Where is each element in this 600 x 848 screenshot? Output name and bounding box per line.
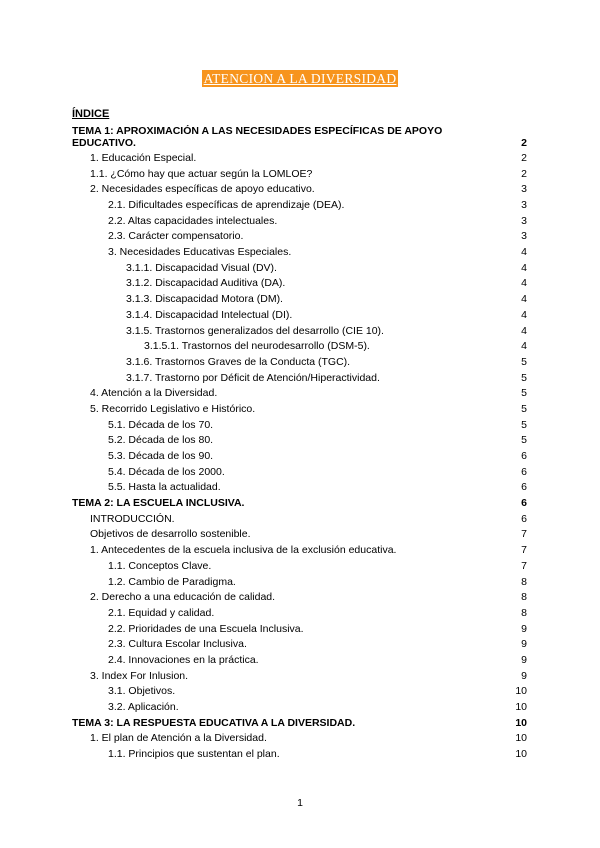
toc-entry-label: 2.3. Carácter compensatorio.: [108, 230, 244, 243]
toc-entry-page: 10: [515, 685, 527, 698]
toc-entry-page: 6: [521, 450, 527, 463]
toc-entry-label: 3.1.6. Trastornos Graves de la Conducta (TGC).: [126, 355, 351, 368]
toc-entry[interactable]: [72, 214, 527, 230]
toc-entry[interactable]: [72, 559, 527, 575]
toc-entry[interactable]: [72, 371, 527, 387]
toc-entry-page: 3: [521, 183, 527, 196]
toc-entry[interactable]: [72, 245, 527, 261]
toc-entry-label: 1. El plan de Atención a la Diversidad.: [90, 732, 267, 745]
toc-entry-label: 3.2. Aplicación.: [108, 701, 179, 714]
toc-entry[interactable]: [72, 449, 527, 465]
toc-entry[interactable]: [72, 622, 527, 638]
toc-entry[interactable]: [72, 308, 527, 324]
toc-entry-label: 3.1.2. Discapacidad Auditiva (DA).: [126, 277, 286, 290]
toc-entry[interactable]: [72, 512, 527, 528]
toc-entry-page: 9: [521, 653, 527, 666]
toc-entry-label: Objetivos de desarrollo sostenible.: [90, 528, 251, 541]
toc-entry[interactable]: [72, 528, 527, 544]
toc-entry[interactable]: [72, 480, 527, 496]
toc-entry-page: 3: [521, 199, 527, 212]
toc-entry-page: 4: [521, 308, 527, 321]
toc-entry-page: 4: [521, 293, 527, 306]
toc-entry-page: 9: [521, 622, 527, 635]
toc-entry[interactable]: [72, 418, 527, 434]
document-title: [0, 70, 600, 88]
toc-entry-label: 3. Necesidades Educativas Especiales.: [108, 246, 292, 259]
toc-entry-label: 2.3. Cultura Escolar Inclusiva.: [108, 638, 247, 651]
toc-entry[interactable]: [72, 433, 527, 449]
toc-entry-page: 8: [521, 606, 527, 619]
toc-entry-label: 4. Atención a la Diversidad.: [90, 387, 218, 400]
toc-entry-page: 5: [521, 371, 527, 384]
toc-entry[interactable]: [72, 465, 527, 481]
toc-entry-label: 5.3. Década de los 90.: [108, 450, 214, 463]
toc-entry-label: 2.1. Equidad y calidad.: [108, 606, 215, 619]
toc-entry-label: TEMA 1: APROXIMACIÓN A LAS NECESIDADES ESPECÍFICAS DE APOYO EDUCATIVO.: [72, 125, 443, 149]
toc-entry-page: 7: [521, 544, 527, 557]
toc-entry-label: 5. Recorrido Legislativo e Histórico.: [90, 402, 256, 415]
toc-entry-page: 5: [521, 355, 527, 368]
toc-entry-page: 3: [521, 230, 527, 243]
toc-entry-page: 3: [521, 214, 527, 227]
toc-entry[interactable]: [72, 324, 527, 340]
toc-entry-page: 2: [521, 151, 527, 164]
toc-entry-label: 3.1. Objetivos.: [108, 685, 176, 698]
toc-entry-page: 4: [521, 277, 527, 290]
toc-entry-label: 5.5. Hasta la actualidad.: [108, 481, 221, 494]
toc-entry[interactable]: [72, 182, 527, 198]
toc-tema-entry[interactable]: [72, 716, 527, 732]
toc-entry-page: 5: [521, 402, 527, 415]
toc-entry-page: 10: [515, 732, 527, 745]
toc-tema-entry[interactable]: [72, 496, 527, 512]
document-title-text: ATENCION A LA DIVERSIDAD: [203, 71, 397, 86]
toc-entry[interactable]: [72, 543, 527, 559]
toc-entry-label: 3.1.3. Discapacidad Motora (DM).: [126, 293, 283, 306]
toc-entry-page: 9: [521, 669, 527, 682]
toc-entry[interactable]: [72, 292, 527, 308]
toc-tema-entry[interactable]: [72, 125, 527, 151]
toc-entry[interactable]: [72, 669, 527, 685]
toc-entry-label: 1. Educación Especial.: [90, 151, 197, 164]
toc-entry-page: 6: [521, 465, 527, 478]
toc-entry[interactable]: [72, 653, 527, 669]
toc-entry-page: 8: [521, 591, 527, 604]
toc-entry-page: 4: [521, 324, 527, 337]
toc-entry-label: 3. Index For Inlusion.: [90, 669, 189, 682]
toc-entry-page: 4: [521, 340, 527, 353]
toc-entry-label: 5.1. Década de los 70.: [108, 418, 214, 431]
toc-entry-label: 5.2. Década de los 80.: [108, 434, 214, 447]
toc-entry-label: TEMA 3: LA RESPUESTA EDUCATIVA A LA DIVERSIDAD.: [72, 716, 356, 729]
toc-entry[interactable]: [72, 167, 527, 183]
toc-entry-label: 3.1.5. Trastornos generalizados del desarrollo (CIE 10).: [126, 324, 384, 337]
toc-entry-label: 1.2. Cambio de Paradigma.: [108, 575, 236, 588]
toc-entry-label: 1.1. Principios que sustentan el plan.: [108, 748, 280, 761]
toc-entry[interactable]: [72, 747, 527, 763]
toc-entry-label: 2.2. Altas capacidades intelectuales.: [108, 214, 278, 227]
toc-entry-page: 6: [521, 497, 527, 510]
toc-entry-page: 10: [515, 701, 527, 714]
toc-entry-label: 1.1. Conceptos Clave.: [108, 559, 212, 572]
toc-entry[interactable]: [72, 590, 527, 606]
toc-entry[interactable]: [72, 606, 527, 622]
toc-entry-page: 2: [521, 137, 527, 149]
toc-entry-page: 5: [521, 387, 527, 400]
toc-entry-label: 1. Antecedentes de la escuela inclusiva de la exclusión educativa.: [90, 544, 397, 557]
toc-entry[interactable]: [72, 151, 527, 167]
toc-entry-label: 2. Derecho a una educación de calidad.: [90, 591, 276, 604]
toc-entry-page: 6: [521, 512, 527, 525]
toc-entry[interactable]: [72, 402, 527, 418]
toc-entry-label: 1.1. ¿Cómo hay que actuar según la LOMLOE?: [90, 167, 313, 180]
toc-entry-label: 5.4. Década de los 2000.: [108, 465, 225, 478]
toc-entry[interactable]: [72, 575, 527, 591]
toc-entry-label: 3.1.1. Discapacidad Visual (DV).: [126, 261, 277, 274]
toc-entry-label: 2.1. Dificultades específicas de aprendizaje (DEA).: [108, 199, 345, 212]
toc-entry[interactable]: [72, 684, 527, 700]
toc-entry-page: 4: [521, 246, 527, 259]
toc-entry-page: 7: [521, 528, 527, 541]
toc-entry[interactable]: [72, 339, 527, 355]
toc-entry-page: 2: [521, 167, 527, 180]
page-number: 1: [297, 797, 303, 809]
index-heading: ÍNDICE: [72, 108, 110, 120]
toc-entry[interactable]: [72, 198, 527, 214]
toc-entry[interactable]: [72, 229, 527, 245]
toc-entry-page: 7: [521, 559, 527, 572]
toc-entry-page: 5: [521, 418, 527, 431]
toc-entry-page: 6: [521, 481, 527, 494]
toc-entry[interactable]: [72, 637, 527, 653]
toc-entry[interactable]: [72, 731, 527, 747]
toc-entry-label: 2.2. Prioridades de una Escuela Inclusiva.: [108, 622, 304, 635]
toc-entry-label: 3.1.7. Trastorno por Déficit de Atención/Hiperactividad.: [126, 371, 380, 384]
toc-entry[interactable]: [72, 261, 527, 277]
toc-entry-page: 10: [515, 748, 527, 761]
toc-entry-label: 2. Necesidades específicas de apoyo educativo.: [90, 183, 315, 196]
toc-entry[interactable]: [72, 355, 527, 371]
toc-entry-page: 10: [515, 716, 527, 729]
toc-entry-page: 8: [521, 575, 527, 588]
toc-entry-page: 5: [521, 434, 527, 447]
toc-entry-label: 3.1.5.1. Trastornos del neurodesarrollo (DSM-5).: [144, 340, 370, 353]
toc-entry-label: TEMA 2: LA ESCUELA INCLUSIVA.: [72, 497, 245, 510]
toc-entry-page: 4: [521, 261, 527, 274]
toc-entry-label: INTRODUCCIÓN.: [90, 512, 175, 525]
toc-entry-page: 9: [521, 638, 527, 651]
toc-entry[interactable]: [72, 277, 527, 293]
toc-entry-label: 3.1.4. Discapacidad Intelectual (DI).: [126, 308, 293, 321]
table-of-contents: [72, 125, 527, 763]
toc-entry[interactable]: [72, 386, 527, 402]
toc-entry[interactable]: [72, 700, 527, 716]
toc-entry-label: 2.4. Innovaciones en la práctica.: [108, 653, 259, 666]
